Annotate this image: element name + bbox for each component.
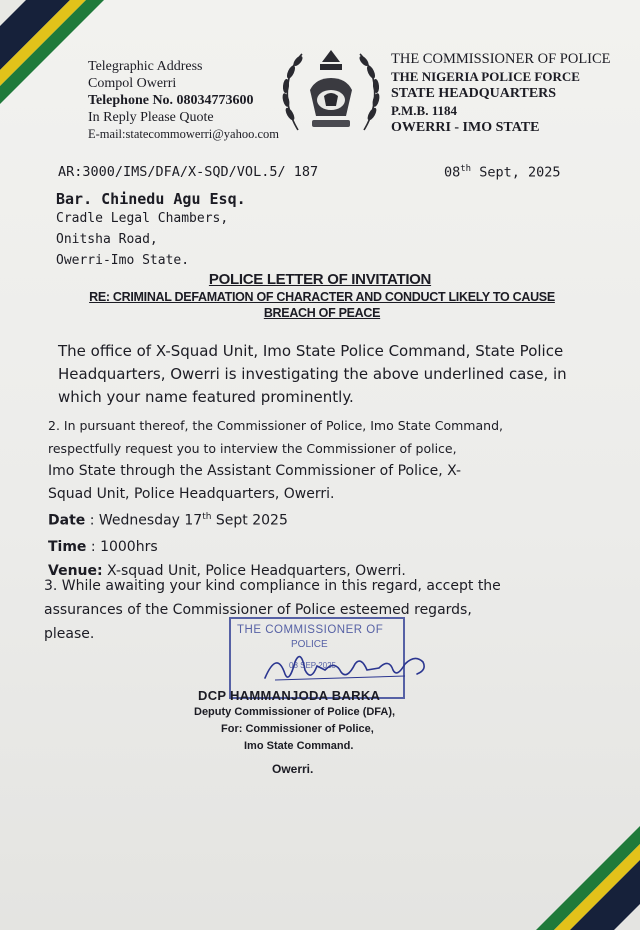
commissioner-heading: THE COMMISSIONER OF POLICE [391, 51, 611, 67]
bottom-right-stripes [530, 820, 640, 930]
signatory-title: Deputy Commissioner of Police (DFA), [194, 706, 396, 718]
signatory-name: DCP HAMMANJODA BARKA [198, 688, 381, 703]
paragraph-2-line-2: respectfully request you to interview the Commissioner of police, [48, 441, 457, 456]
header-right-block [391, 51, 611, 136]
meeting-venue: Venue: X-squad Unit, Police Headquarters, Owerri. [48, 563, 406, 579]
meeting-date: Date : Wednesday 17th Sept 2025 [48, 512, 288, 529]
addressee-line-2: Onitsha Road, [56, 232, 158, 247]
police-crest-emblem [276, 44, 386, 144]
letter-subject: RE: CRIMINAL DEFAMATION OF CHARACTER AND CONDUCT LIKELY TO CAUSE BREACH OF PEACE [89, 290, 555, 320]
stamp-line-2: POLICE [291, 639, 328, 650]
paragraph-3-line-3: please. [44, 626, 95, 642]
paragraph-2-line-4: Squad Unit, Police Headquarters, Owerri. [48, 486, 335, 502]
location-line: OWERRI - IMO STATE [391, 120, 540, 135]
state-hq-line: STATE HEADQUARTERS [391, 86, 557, 101]
stamp-line-1: THE COMMISSIONER OF [237, 624, 384, 636]
pmb-line: P.M.B. 1184 [391, 103, 457, 118]
paragraph-3-line-1: 3. While awaiting your kind compliance in this regard, accept the [44, 578, 501, 594]
header-left-block [88, 58, 279, 143]
police-force-line: THE NIGERIA POLICE FORCE [391, 69, 580, 84]
reply-line: In Reply Please Quote [88, 110, 214, 125]
paragraph-2-line-3: Imo State through the Assistant Commissioner of Police, X- [48, 463, 462, 479]
telegraphic-address: Telegraphic Address [88, 59, 203, 74]
signatory-for-line: For: Commissioner of Police, [221, 723, 374, 735]
letter-date: 08th Sept, 2025 [444, 164, 561, 181]
signature [255, 640, 435, 690]
compol-line: Compol Owerri [88, 76, 177, 91]
signatory-command: Imo State Command. [244, 740, 354, 752]
signatory-city: Owerri. [272, 762, 314, 776]
paragraph-1: The office of X-Squad Unit, Imo State Police Command, State Police Headquarters, Owerri is investigating the above underlined case, in which your name featured prominently. [58, 342, 567, 406]
reference-number: AR:3000/IMS/DFA/X-SQD/VOL.5/ 187 [58, 164, 319, 180]
addressee-block [56, 190, 246, 271]
stamp-date: 08 SEP 2025 [289, 661, 337, 670]
addressee-line-1: Cradle Legal Chambers, [56, 211, 229, 226]
paragraph-2 [48, 414, 576, 506]
telephone-line: Telephone No. 08034773600 [88, 93, 254, 108]
email-line: E-mail:statecommowerri@yahoo.com [88, 127, 279, 141]
addressee-name: Bar. Chinedu Agu Esq. [56, 190, 246, 208]
addressee-line-3: Owerri-Imo State. [56, 253, 190, 268]
paragraph-2-line-1: 2. In pursuant thereof, the Commissioner of Police, Imo State Command, [48, 418, 503, 433]
meeting-time: Time : 1000hrs [48, 539, 158, 555]
letter-title: POLICE LETTER OF INVITATION [208, 271, 432, 288]
paragraph-3-line-2: assurances of the Commissioner of Police esteemed regards, [44, 602, 472, 618]
